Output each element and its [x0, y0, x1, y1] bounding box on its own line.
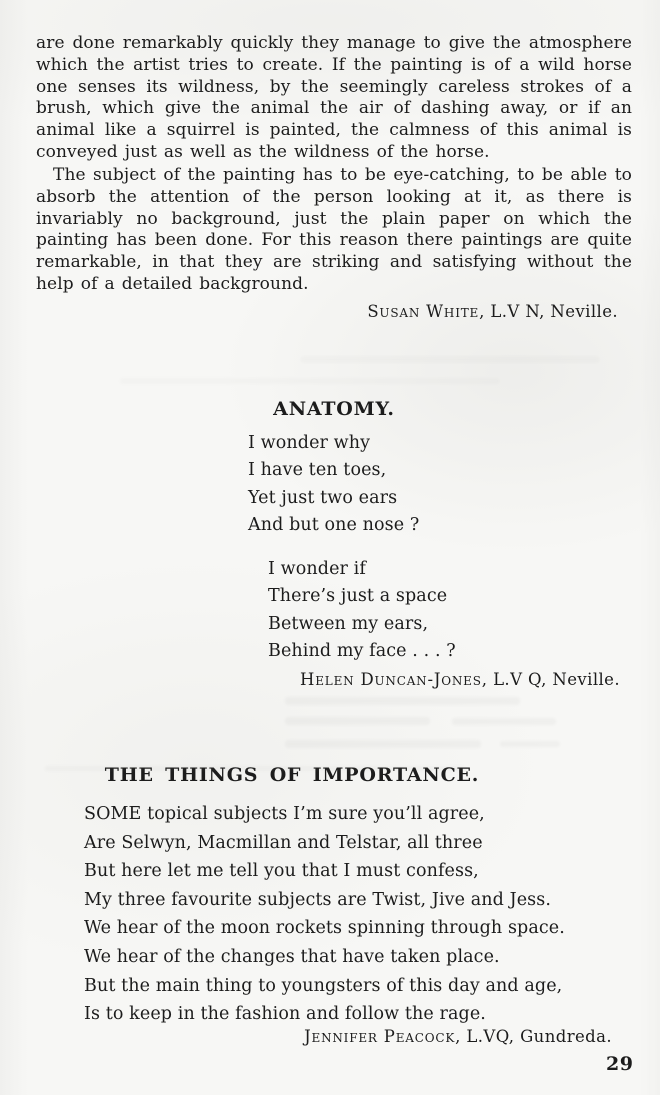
- poem-line: Between my ears,: [268, 613, 429, 634]
- poem-line: I have ten toes,: [248, 460, 387, 481]
- show-through-ghost: [500, 741, 560, 747]
- things-author-detail: , L.VQ, Gundreda.: [455, 1027, 612, 1046]
- essay-paragraph-continued: are done remarkably quickly they manage to give the atmosphere which the artist tries to create. If the painting is of a wild horse one senses its wildness, by the seemingly careless strokes of a brush, which give the animal the air of dashing away, or if an animal like a squirrel is painted, the calmness of this animal is conveyed just as well as the wildness of the horse.: [36, 33, 632, 162]
- essay-paragraph-final: The subject of the painting has to be eye-catching, to be able to absorb the attention of the person looking at it, as there is invariably no background, just the plain paper on which the painting has been done. For this reason there paintings are quite remarkable, in that they are striking and satisfying without the help of a detailed background.: [36, 165, 632, 294]
- poem-line: I wonder why: [248, 433, 371, 453]
- poem-line: And but one nose ?: [248, 515, 420, 536]
- show-through-ghost: [120, 378, 500, 384]
- poem-line: Is to keep in the fashion and follow the rage.: [84, 1004, 486, 1025]
- anatomy-author-name: Helen Duncan-Jones: [300, 670, 482, 689]
- show-through-ghost: [285, 697, 520, 705]
- poem-line: Behind my face . . . ?: [268, 641, 456, 662]
- anatomy-stanza-1: [248, 430, 419, 540]
- show-through-ghost: [285, 717, 430, 725]
- poem-line: There’s just a space: [268, 586, 448, 607]
- essay-author-name: Susan White: [367, 302, 480, 321]
- poem-line: SOME topical subjects I’m sure you’ll agree,: [84, 804, 485, 824]
- poem-title-things-of-importance: THE THINGS OF IMPORTANCE.: [104, 764, 480, 786]
- anatomy-stanza-2: [268, 556, 456, 666]
- show-through-ghost: [300, 356, 600, 363]
- poem-line: My three favourite subjects are Twist, Jive and Jess.: [84, 889, 552, 910]
- essay-author-detail: , L.V N, Neville.: [479, 302, 618, 321]
- poem-line: But here let me tell you that I must confess,: [84, 861, 479, 882]
- poem-line: Are Selwyn, Macmillan and Telstar, all three: [84, 832, 483, 853]
- things-author-name: Jennifer Peacock: [304, 1027, 456, 1046]
- poem-line: I wonder if: [268, 559, 366, 579]
- poem-title-anatomy: ANATOMY.: [273, 398, 395, 420]
- anatomy-attribution: [36, 670, 620, 689]
- things-of-importance-poem: [84, 800, 565, 1029]
- poem-line: Yet just two ears: [248, 487, 398, 508]
- page-number: 29: [606, 1053, 634, 1075]
- essay-attribution: [36, 302, 618, 321]
- show-through-ghost: [285, 740, 481, 748]
- poem-line: We hear of the changes that have taken place.: [84, 946, 500, 967]
- poem-line: But the main thing to youngsters of this day and age,: [84, 975, 563, 996]
- things-of-importance-attribution: [36, 1027, 612, 1046]
- show-through-ghost: [452, 718, 556, 725]
- poem-line: We hear of the moon rockets spinning through space.: [84, 918, 565, 939]
- anatomy-author-detail: , L.V Q, Neville.: [481, 670, 620, 689]
